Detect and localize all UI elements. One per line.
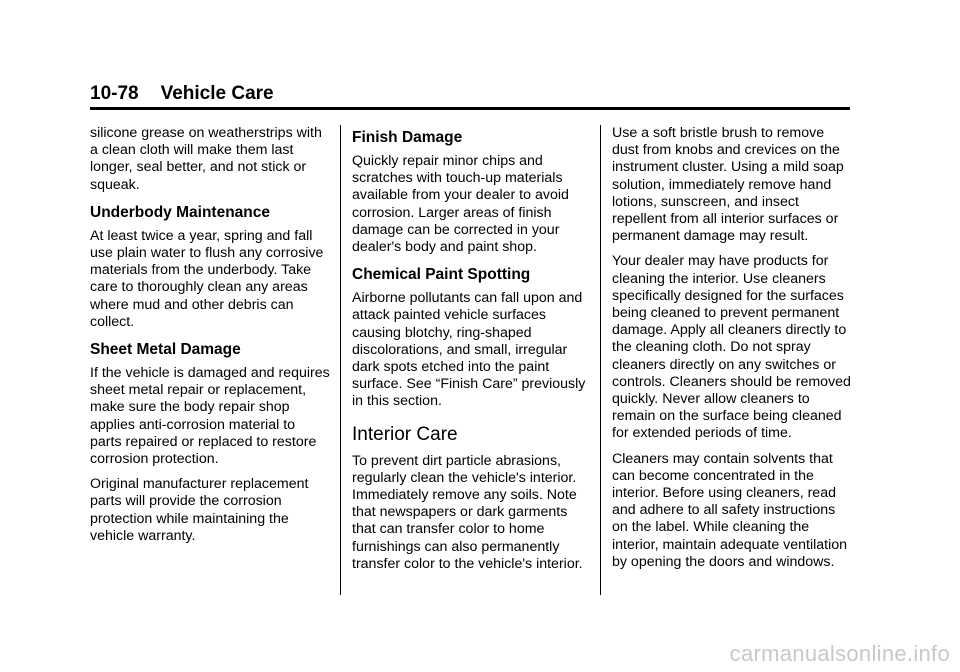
paragraph-solvents: Cleaners may contain solvents that can become concentrated in the interior. Before using cleaners, read and adhere to all safety instructions on the label. While cleaning the interior, maintain adequate ventilation by opening the doors and windows.	[612, 450, 848, 570]
heading-sheet-metal-damage: Sheet Metal Damage	[90, 341, 241, 359]
page-number: 10-78	[90, 83, 139, 104]
column-divider-right	[600, 125, 601, 595]
heading-chemical-paint-spotting: Chemical Paint Spotting	[352, 266, 531, 284]
page-header	[90, 80, 850, 110]
column-2	[352, 125, 592, 581]
paragraph-underbody: At least twice a year, spring and fall use plain water to flush any corrosive materials from the underbody. Take care to thoroughly clean any areas where mud and other debris can collect.	[90, 227, 324, 330]
column-divider-left	[340, 125, 341, 595]
paragraph-chemical-paint: Airborne pollutants can fall upon and attack painted vehicle surfaces causing blotchy, ring-shaped discolorations, and small, irregular dark spots etched into the paint surface. See “Finish Care” previously in this section.	[352, 290, 586, 410]
watermark: carmanualsonline.info	[729, 641, 950, 666]
column-3	[612, 125, 852, 579]
paragraph-soft-brush: Use a soft bristle brush to remove dust from knobs and crevices on the instrument cluster. Using a mild soap solution, immediately remove hand lotions, sunscreen, and insect repellent from all interior surfaces or permanent damage may result.	[612, 125, 844, 245]
paragraph-finish-damage: Quickly repair minor chips and scratches with touch-up materials available from your dealer to avoid corrosion. Larger areas of finish damage can be corrected in your dealer's body and paint shop.	[352, 153, 569, 256]
heading-underbody-maintenance: Underbody Maintenance	[90, 203, 270, 221]
heading-finish-damage: Finish Damage	[352, 129, 463, 146]
heading-interior-care: Interior Care	[352, 423, 458, 445]
column-1	[90, 125, 330, 553]
paragraph-weatherstrips: silicone grease on weatherstrips with a clean cloth will make them last longer, seal better, and not stick or squeak.	[90, 125, 322, 193]
paragraph-sheet-metal-2: Original manufacturer replacement parts will provide the corrosion protection while maintaining the vehicle warranty.	[90, 476, 309, 544]
section-title: Vehicle Care	[160, 83, 274, 104]
paragraph-dealer-products: Your dealer may have products for cleaning the interior. Use cleaners specifically designed for the surfaces being cleaned to prevent permanent damage. Apply all cleaners directly to the cleaning cloth. Do not spray cleaners directly on any switches or controls. Cleaners should be removed quickly. Never allow cleaners to remain on the surface being cleaned for extended periods of time.	[612, 253, 851, 442]
paragraph-interior-care: To prevent dirt particle abrasions, regularly clean the vehicle's interior. Immediately remove any soils. Note that newspapers or dark garments that can transfer color to home furnishings can also permanently transfer color to the vehicle's interior.	[352, 452, 583, 572]
paragraph-sheet-metal-1: If the vehicle is damaged and requires sheet metal repair or replacement, make sure the body repair shop applies anti-corrosion material to parts repaired or replaced to restore corrosion protection.	[90, 365, 330, 468]
